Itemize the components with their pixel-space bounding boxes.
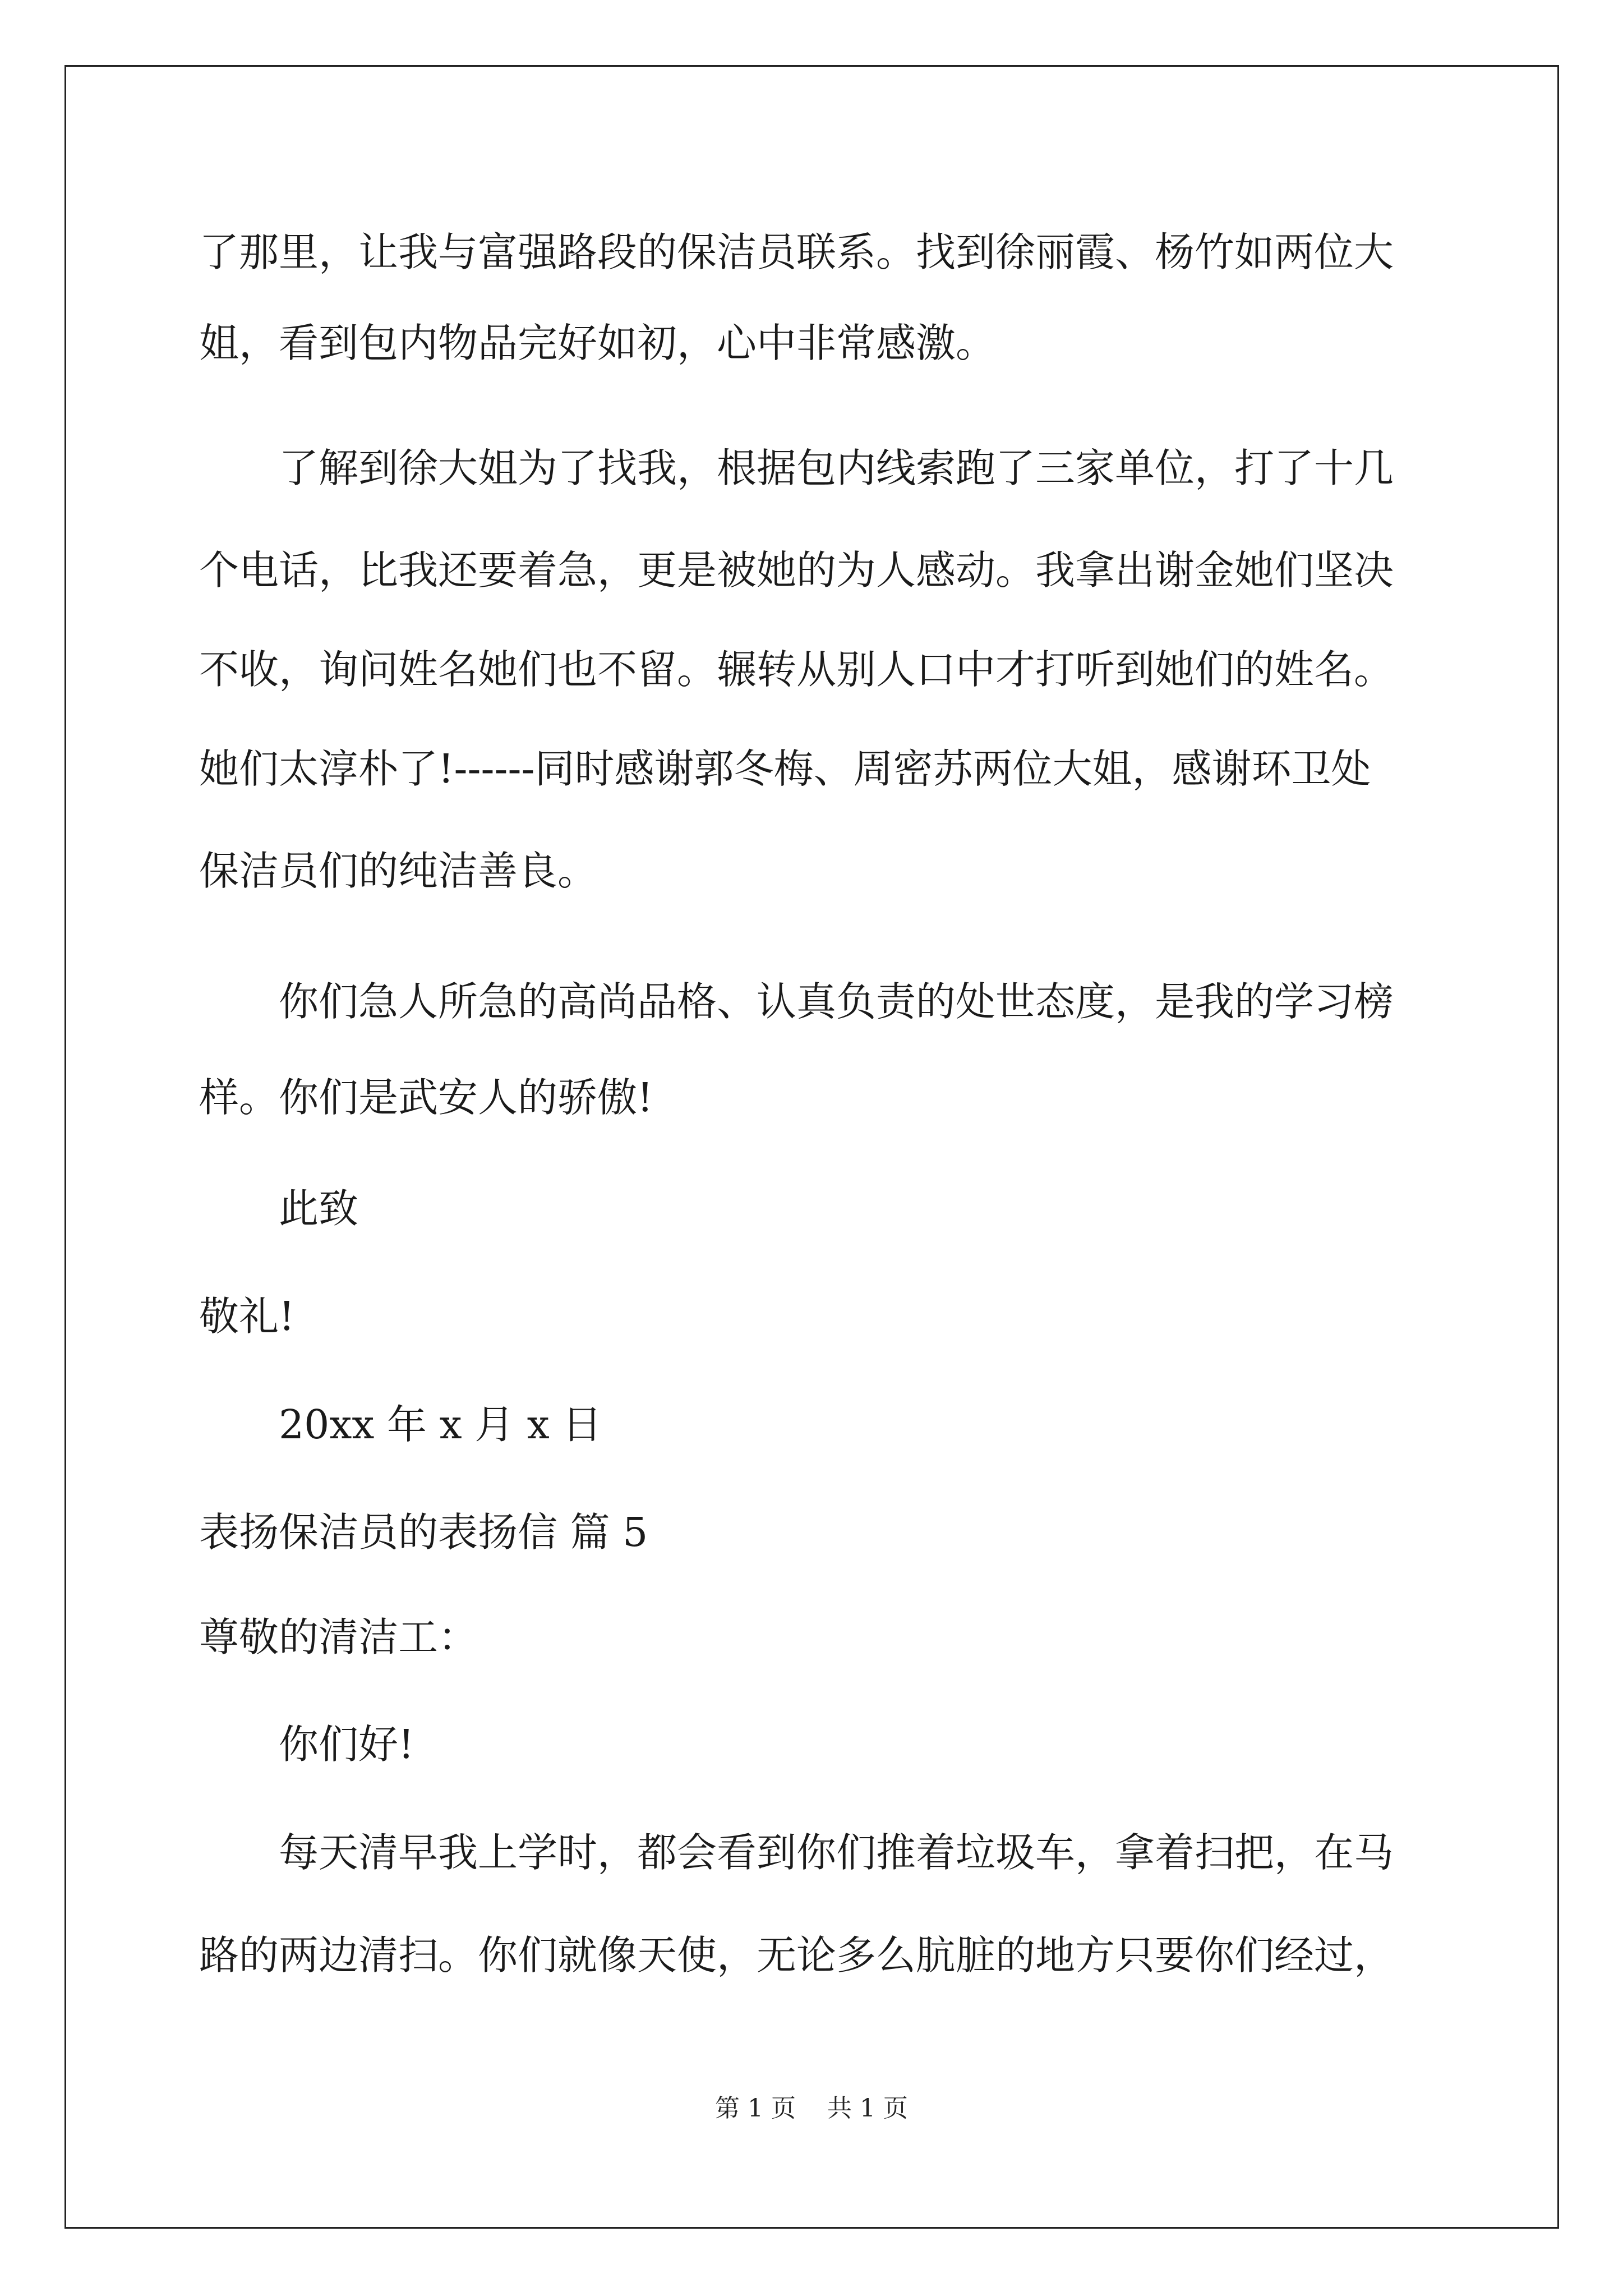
text-line: 不收，询问姓名她们也不留。辗转从别人口中才打听到她们的姓名。 [199, 646, 1394, 693]
text-line: 你们急人所急的高尚品格、认真负责的处世态度，是我的学习榜 [279, 978, 1394, 1025]
text-line: 姐，看到包内物品完好如初，心中非常感激。 [199, 320, 996, 366]
text-line: 每天清早我上学时，都会看到你们推着垃圾车，拿着扫把，在马 [279, 1829, 1394, 1876]
text-line: 样。你们是武安人的骄傲! [199, 1074, 653, 1121]
text-line: 保洁员们的纯洁善良。 [199, 848, 598, 894]
page-border [64, 65, 1559, 2229]
text-line: 了解到徐大姐为了找我，根据包内线索跑了三家单位，打了十几 [279, 445, 1394, 491]
text-line: 路的两边清扫。你们就像天使，无论多么肮脏的地方只要你们经过， [199, 1932, 1394, 1978]
page-footer: 第 1 页 共 1 页 [715, 2094, 908, 2123]
text-line: 敬礼! [199, 1293, 295, 1340]
text-line: 了那里，让我与富强路段的保洁员联系。找到徐丽霞、杨竹如两位大 [199, 229, 1394, 275]
text-line: 个电话，比我还要着急，更是被她的为人感动。我拿出谢金她们坚决 [199, 547, 1394, 593]
text-line: 她们太淳朴了!------同时感谢郭冬梅、周密苏两位大姐，感谢环卫处 [199, 746, 1371, 792]
text-line: 此致 [279, 1185, 359, 1232]
date-line: 20xx 年 x 月 x 日 [279, 1401, 602, 1448]
section-heading: 表扬保洁员的表扬信 篇 5 [199, 1509, 648, 1556]
salutation: 尊敬的清洁工： [199, 1614, 478, 1660]
greeting: 你们好! [279, 1721, 414, 1768]
